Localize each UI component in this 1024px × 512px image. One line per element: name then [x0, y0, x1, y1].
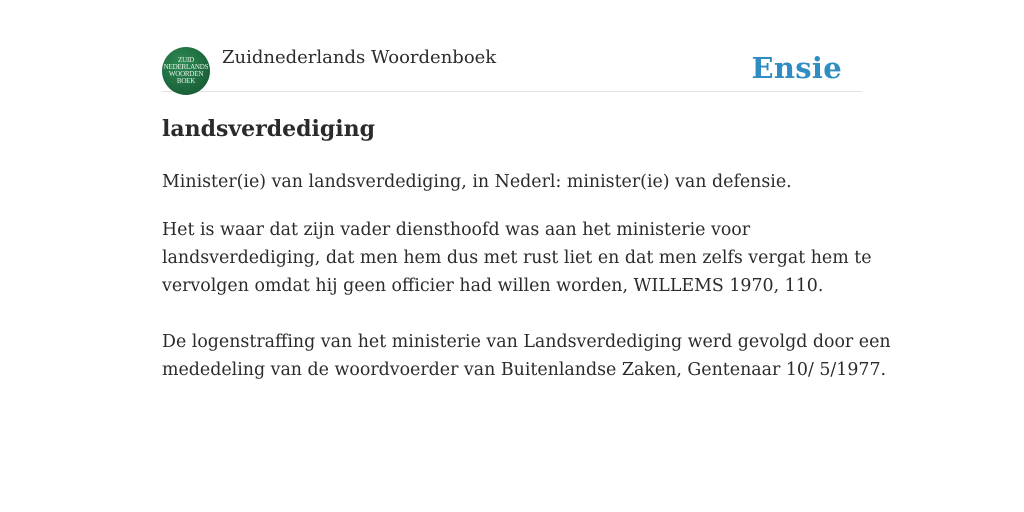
entry-definition: Minister(ie) van landsverdediging, in Nederl: minister(ie) van defensie.: [162, 172, 792, 192]
example-quote: [162, 328, 891, 384]
entry-title: landsverdediging: [162, 116, 375, 142]
example-line: vervolgen omdat hij geen officier had willen worden, WILLEMS 1970, 110.: [162, 276, 824, 296]
logo-line-2: NEDERLANDS: [163, 63, 209, 71]
example-line: mededeling van de woordvoerder van Buitenlandse Zaken, Gentenaar 10/ 5/1977.: [162, 360, 887, 380]
site-title-link[interactable]: Zuidnederlands Woordenboek: [222, 47, 497, 68]
site-logo[interactable]: [162, 47, 210, 95]
example-list: [162, 216, 891, 384]
site-header: [162, 45, 862, 92]
logo-line-4: BOEK: [176, 77, 196, 85]
example-line: landsverdediging, dat men hem dus met rust liet en dat men zelfs vergat hem te: [162, 248, 872, 268]
example-quote: [162, 216, 872, 300]
ensie-brand-link[interactable]: Ensie: [751, 51, 842, 85]
example-line: Het is waar dat zijn vader diensthoofd was aan het ministerie voor: [162, 220, 751, 240]
example-line: De logenstraffing van het ministerie van Landsverdediging werd gevolgd door een: [162, 332, 891, 352]
logo-line-1: ZUID: [178, 56, 194, 64]
logo-line-3: WOORDEN: [168, 70, 204, 78]
